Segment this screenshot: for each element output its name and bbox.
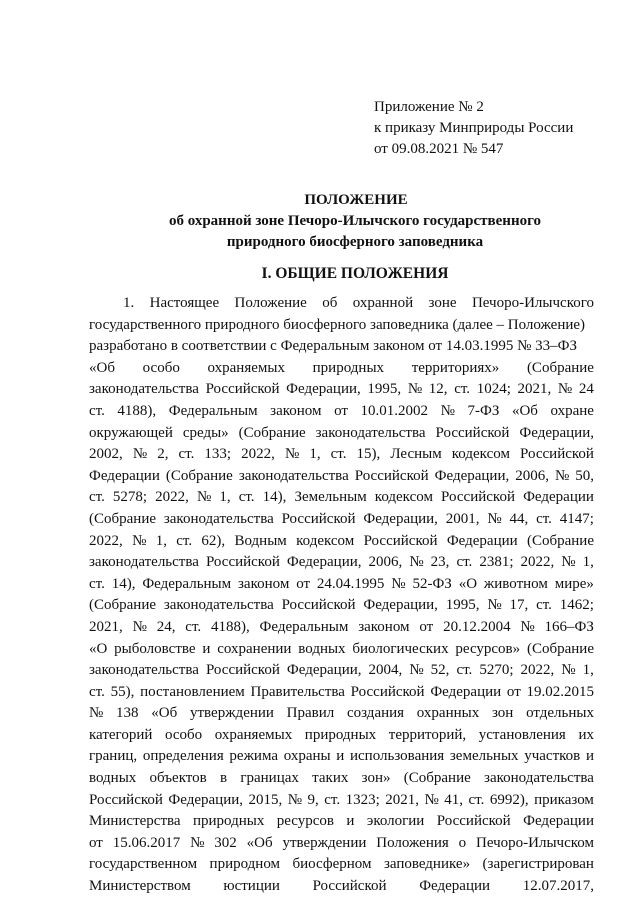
paragraph-line (89, 531, 594, 553)
paragraph-word: 2002, (89, 446, 123, 463)
paragraph-word: ресурсов» (455, 640, 521, 657)
paragraph-word: № (554, 467, 570, 484)
paragraph-word: природном (209, 856, 281, 873)
paragraph-line (89, 466, 594, 488)
paragraph-word: ст. (89, 489, 105, 506)
paragraph-word: ст. (456, 662, 473, 679)
paragraph-word: ст. (536, 597, 552, 614)
paragraph-line (89, 552, 594, 574)
paragraph-word: Федерации, (363, 597, 438, 614)
paragraph-word: (Собрание (238, 424, 306, 441)
paragraph-word: Российской (89, 791, 163, 808)
paragraph-word: Настоящее (149, 295, 220, 311)
paragraph-word: «Об (511, 402, 538, 419)
paragraph-word: от (419, 618, 434, 635)
paragraph-word: земельных (449, 748, 519, 765)
paragraph-word: № (287, 791, 303, 808)
paragraph-word: объектов (149, 770, 207, 787)
paragraph-word: охранных (416, 705, 480, 722)
paragraph-line (89, 487, 594, 509)
paragraph-word: Положение (234, 295, 307, 311)
paragraph-word: ст. (324, 791, 341, 808)
paragraph-word: участков (524, 748, 581, 765)
paragraph-line (89, 682, 594, 704)
paragraph-line (89, 790, 594, 812)
paragraph-word: и (202, 640, 211, 657)
paragraph-word: 7-ФЗ (467, 402, 500, 419)
paragraph-word: природных (312, 359, 385, 376)
paragraph-word: определения (142, 748, 224, 765)
paragraph-word: законодательства (163, 510, 274, 527)
paragraph-word: охранной (352, 295, 414, 311)
paragraph-word: 2022, (520, 662, 555, 679)
paragraph-word: установления (478, 726, 566, 743)
paragraph-word: и (336, 748, 345, 765)
paragraph-word: Водным (234, 532, 287, 549)
paragraph-word: (Собрание (526, 640, 594, 657)
paragraph-word: (Собрание (403, 770, 471, 787)
paragraph-word: законодательства (238, 467, 349, 484)
paragraph-line (89, 703, 594, 725)
paragraph-word: законодательства (315, 424, 426, 441)
paragraph-word: утверждении (189, 705, 274, 722)
paragraph-word: Федерации, (434, 467, 510, 484)
paragraph-word: «О (458, 575, 478, 592)
paragraph-word: 1024; (476, 381, 511, 398)
paragraph-line (89, 725, 594, 747)
paragraph-word: 62), (201, 532, 226, 549)
paragraph-word: 1, (582, 662, 594, 679)
appendix-line-2: к приказу Минприроды России (374, 120, 574, 136)
paragraph-word: законодательства (163, 597, 274, 614)
paragraph-word: 2022, (89, 532, 123, 549)
paragraph-word: экологии (366, 813, 425, 830)
appendix-line-1: Приложение № 2 (374, 99, 484, 115)
paragraph-word: окружающей (89, 424, 173, 441)
paragraph-word: № (407, 381, 423, 398)
paragraph-word: 24, (156, 618, 176, 635)
paragraph-word: Федерации (446, 532, 518, 549)
document-title (0, 190, 640, 253)
paragraph-word: Федерации, (286, 381, 361, 398)
appendix-reference (374, 97, 573, 160)
paragraph-word: кодексом (296, 532, 355, 549)
paragraph-word: «Об (151, 705, 178, 722)
paragraph-word: (Собрание (526, 532, 594, 549)
paragraph-line (89, 358, 594, 380)
paragraph-word: Печоро-Илычского (471, 295, 594, 311)
paragraph-word: 4188), (117, 402, 157, 419)
paragraph-word: ст. (330, 446, 347, 463)
paragraph-line (89, 617, 594, 639)
paragraph-line (89, 854, 594, 876)
paragraph-word: заповеднике» (383, 856, 471, 873)
paragraph-word: 1, (309, 446, 321, 463)
paragraph-word: № (409, 554, 424, 571)
paragraph-word: ст. (454, 381, 471, 398)
paragraph-word: Земельным (294, 489, 367, 506)
paragraph-word: 1, (219, 489, 231, 506)
paragraph-word: ст. (176, 532, 193, 549)
title-line-2: об охранной зоне Печоро-Илычского государственного (168, 213, 542, 229)
section-heading: I. ОБЩИЕ ПОЛОЖЕНИЯ (261, 265, 449, 282)
paragraph-word: 2015, (248, 791, 283, 808)
paragraph-word: в (220, 770, 228, 787)
paragraph-word: Министерством (89, 878, 191, 895)
paragraph-word: 23, (430, 554, 450, 571)
paragraph-word: Российской (350, 683, 425, 700)
paragraph-line (89, 315, 594, 337)
paragraph-word: Федерации (523, 813, 594, 830)
paragraph-word: территорий, (388, 726, 467, 743)
paragraph-word: 1995, (367, 381, 402, 398)
paragraph-word: 4147; (559, 510, 594, 527)
paragraph-word: Федерации, (286, 662, 362, 679)
paragraph-word: Федерации, (519, 424, 594, 441)
paragraph-word: Правительства (250, 683, 345, 700)
paragraph-line (89, 811, 594, 833)
paragraph-word: 1995, (445, 597, 480, 614)
paragraph-word: 10.01.2002 (360, 402, 429, 419)
paragraph-word: Федерации, (286, 554, 362, 571)
paragraph-word: 6992), (489, 791, 529, 808)
paragraph-word: 1. (123, 295, 135, 311)
paragraph-word: Федерации (89, 467, 160, 484)
title-line-3: природного биосферного заповедника (226, 234, 484, 250)
paragraph-word: 2021, (517, 381, 552, 398)
paragraph-word: 2021, (385, 791, 419, 808)
paragraph-word: № (132, 446, 148, 463)
paragraph-word: № (440, 402, 455, 419)
paragraph-word: охраняемых (207, 359, 285, 376)
paragraph-word: «О (89, 640, 108, 657)
paragraph-word: 12.07.2017, (522, 878, 594, 895)
paragraph-word: природных (192, 813, 265, 830)
paragraph-word: 2, (157, 446, 169, 463)
paragraph-word: Федеральным (168, 402, 258, 419)
paragraph-word: Федерации (523, 489, 594, 506)
paragraph-line (89, 660, 594, 682)
paragraph-word: Российской (435, 424, 510, 441)
paragraph-word: 1323; (345, 791, 380, 808)
paragraph-word: законом (270, 402, 322, 419)
paragraph-word: ресурсов (276, 813, 334, 830)
paragraph-line (89, 379, 594, 401)
paragraph-word: 15), (356, 446, 381, 463)
paragraph-word: № (561, 662, 576, 679)
paragraph-word: биологических (352, 640, 449, 657)
paragraph-word: 15.06.2017 (112, 834, 181, 851)
paragraph-word: законодательства (484, 770, 594, 787)
paragraph-word: зон (491, 705, 514, 722)
paragraph-word: среды» (182, 424, 229, 441)
paragraph-line (89, 595, 594, 617)
paragraph-word: законодательства (89, 554, 199, 571)
paragraph-word: мире» (554, 575, 594, 592)
paragraph-body (89, 293, 594, 898)
paragraph-word: № (132, 618, 147, 635)
paragraph-word: таких (312, 770, 349, 787)
paragraph-word: Российской (363, 532, 438, 549)
paragraph-word: Федеральным (259, 618, 349, 635)
paragraph-line (89, 509, 594, 531)
paragraph-word: Федерации (430, 683, 502, 700)
paragraph-word: 4188), (210, 618, 250, 635)
paragraph-word: государственного природного биосферного заповедника (далее – Положение) (89, 316, 586, 333)
paragraph-word: режима (229, 748, 279, 765)
paragraph-word: Федерации, (363, 510, 438, 527)
paragraph-word: 24 (578, 381, 594, 398)
paragraph-word: 302 (214, 834, 237, 851)
paragraph-word: Российской (205, 381, 280, 398)
paragraph-word: законом (358, 618, 410, 635)
paragraph-word: границах (240, 770, 299, 787)
paragraph-word: (Собрание (165, 467, 233, 484)
paragraph-word: охране (550, 402, 594, 419)
paragraph-word: Российской (312, 878, 387, 895)
paragraph-line (89, 833, 594, 855)
paragraph-line (89, 876, 594, 898)
paragraph-word: об (322, 295, 338, 311)
paragraph-word: 55), (110, 683, 135, 700)
paragraph-word: охраняемых (214, 726, 293, 743)
paragraph-word: водных (298, 640, 346, 657)
paragraph-word: зон» (361, 770, 391, 787)
paragraph-word: их (578, 726, 594, 743)
paragraph-word: ст. (468, 791, 485, 808)
paragraph-word: (Собрание (526, 359, 594, 376)
paragraph-word: отдельных (526, 705, 594, 722)
paragraph-word: Министерства (89, 813, 181, 830)
paragraph-word: Российской (205, 662, 280, 679)
paragraph-word: № (409, 662, 424, 679)
paragraph-word: Лесным (390, 446, 442, 463)
paragraph-word: 9, (307, 791, 319, 808)
paragraph-word: территориях» (411, 359, 500, 376)
paragraph-word: 12, (428, 381, 448, 398)
paragraph-word: № (424, 791, 439, 808)
paragraph-word: 1, (155, 532, 167, 549)
paragraph-word: Печоро-Илычском (476, 834, 594, 851)
paragraph-word: границ, (89, 748, 138, 765)
paragraph-line (89, 293, 594, 315)
paragraph-word: 52-ФЗ (412, 575, 452, 592)
paragraph-word: Правил (286, 705, 335, 722)
paragraph-word: ст. (238, 489, 255, 506)
paragraph-line (89, 423, 594, 445)
paragraph-word: от (89, 834, 103, 851)
paragraph-line (89, 444, 594, 466)
paragraph-word: 44, (509, 510, 529, 527)
paragraph-word: (Собрание (89, 510, 157, 527)
appendix-line-3: от 09.08.2021 № 547 (374, 141, 504, 157)
paragraph-word: 166–ФЗ (544, 618, 594, 635)
paragraph-word: № (520, 618, 535, 635)
paragraph-word: 5278; (112, 489, 148, 506)
paragraph-word: 2006, (515, 467, 549, 484)
paragraph-word: зоне (428, 295, 457, 311)
paragraph-word: 133; (204, 446, 232, 463)
paragraph-word: ст. (89, 683, 105, 700)
paragraph-word: Российской (205, 554, 280, 571)
paragraph-word: Российской (281, 510, 356, 527)
paragraph-word: № (197, 489, 212, 506)
paragraph-word: 24.04.1995 (316, 575, 385, 592)
paragraph-word: Федерации (419, 878, 491, 895)
paragraph-word: 2004, (368, 662, 403, 679)
paragraph-line (89, 768, 594, 790)
paragraph-word: 1462; (559, 597, 594, 614)
paragraph-word: № (557, 381, 573, 398)
paragraph-word: Федерации, (168, 791, 244, 808)
paragraph-word: от (296, 575, 311, 592)
paragraph-word: водных (89, 770, 137, 787)
paragraph-word: ст. (536, 510, 552, 527)
paragraph-word: рыболовстве (114, 640, 196, 657)
paragraph-word: Российской (281, 597, 356, 614)
paragraph-word: 2006, (368, 554, 403, 571)
paragraph-word: 2022, (241, 446, 275, 463)
paragraph-line (89, 639, 594, 661)
paragraph-word: Российской (520, 446, 594, 463)
paragraph-word: животном (483, 575, 548, 592)
paragraph-word: 14), (262, 489, 287, 506)
paragraph-word: и (346, 813, 355, 830)
paragraph-word: юстиции (223, 878, 280, 895)
paragraph-word: 20.12.2004 (443, 618, 511, 635)
paragraph-word: Положения (376, 834, 449, 851)
paragraph-line (89, 574, 594, 596)
paragraph-word: «Об (89, 359, 115, 376)
paragraph-word: № (487, 510, 502, 527)
paragraph-word: «Об (246, 834, 273, 851)
paragraph-word: законодательства (89, 381, 199, 398)
paragraph-word: 5270; (479, 662, 514, 679)
paragraph-word: 138 (116, 705, 139, 722)
paragraph-word: ст. (89, 402, 105, 419)
paragraph-word: 2001, (445, 510, 480, 527)
paragraph-word: ст. (89, 575, 105, 592)
paragraph-word: (Собрание (89, 597, 157, 614)
title-line-1: ПОЛОЖЕНИЕ (304, 192, 408, 208)
paragraph-word: 2381; (479, 554, 514, 571)
paragraph-word: законом (238, 575, 290, 592)
paragraph-word: № (561, 554, 576, 571)
paragraph-word: утверждении (282, 834, 367, 851)
paragraph-word: государственном (89, 856, 198, 873)
paragraph-word: законодательства (89, 662, 199, 679)
paragraph-word: биосферном (292, 856, 372, 873)
paragraph-word: Российской (436, 813, 511, 830)
paragraph-word: № (89, 705, 104, 722)
paragraph-word: постановлением (140, 683, 245, 700)
paragraph-word: охраны (283, 748, 331, 765)
paragraph-word: Российской (354, 467, 429, 484)
paragraph-word: создания (347, 705, 405, 722)
paragraph-line (89, 336, 594, 358)
paragraph-word: кодексом (374, 489, 433, 506)
paragraph-word: особо (142, 359, 180, 376)
paragraph-word: 17, (509, 597, 529, 614)
paragraph-word: 52, (430, 662, 450, 679)
paragraph-word: разработано в соответствии с Федеральным законом от 14.03.1995 № 33–ФЗ (89, 338, 578, 355)
paragraph-word: № (284, 446, 300, 463)
paragraph-word: Федеральным (142, 575, 232, 592)
paragraph-word: природных (304, 726, 377, 743)
paragraph-word: о (458, 834, 467, 851)
paragraph-word: приказом (534, 791, 594, 808)
paragraph-line (89, 746, 594, 768)
paragraph-word: 2022, (155, 489, 189, 506)
paragraph-word: кодексом (451, 446, 510, 463)
paragraph-word: 2022, (520, 554, 555, 571)
paragraph-word: и (585, 748, 594, 765)
paragraph-word: 2021, (89, 618, 123, 635)
paragraph-word: сохранении (217, 640, 292, 657)
paragraph-word: 19.02.2015 (526, 683, 594, 700)
paragraph-word: от (334, 402, 348, 419)
paragraph-word: № (391, 575, 406, 592)
paragraph-word: 14), (111, 575, 136, 592)
paragraph-word: (зарегистрирован (482, 856, 594, 873)
paragraph-word: 50, (575, 467, 594, 484)
paragraph-word: особо (164, 726, 203, 743)
paragraph-word: использования (350, 748, 445, 765)
paragraph-word: № (132, 532, 147, 549)
paragraph-line (89, 401, 594, 423)
paragraph-word: категорий (89, 726, 153, 743)
paragraph-word: 41, (444, 791, 464, 808)
paragraph-word: Российской (441, 489, 515, 506)
paragraph-word: 1, (582, 554, 594, 571)
paragraph-word: ст. (456, 554, 473, 571)
paragraph-word: от (506, 683, 521, 700)
paragraph-word: ст. (178, 446, 195, 463)
paragraph-word: № (190, 834, 205, 851)
paragraph-word: № (487, 597, 502, 614)
paragraph-word: ст. (185, 618, 202, 635)
